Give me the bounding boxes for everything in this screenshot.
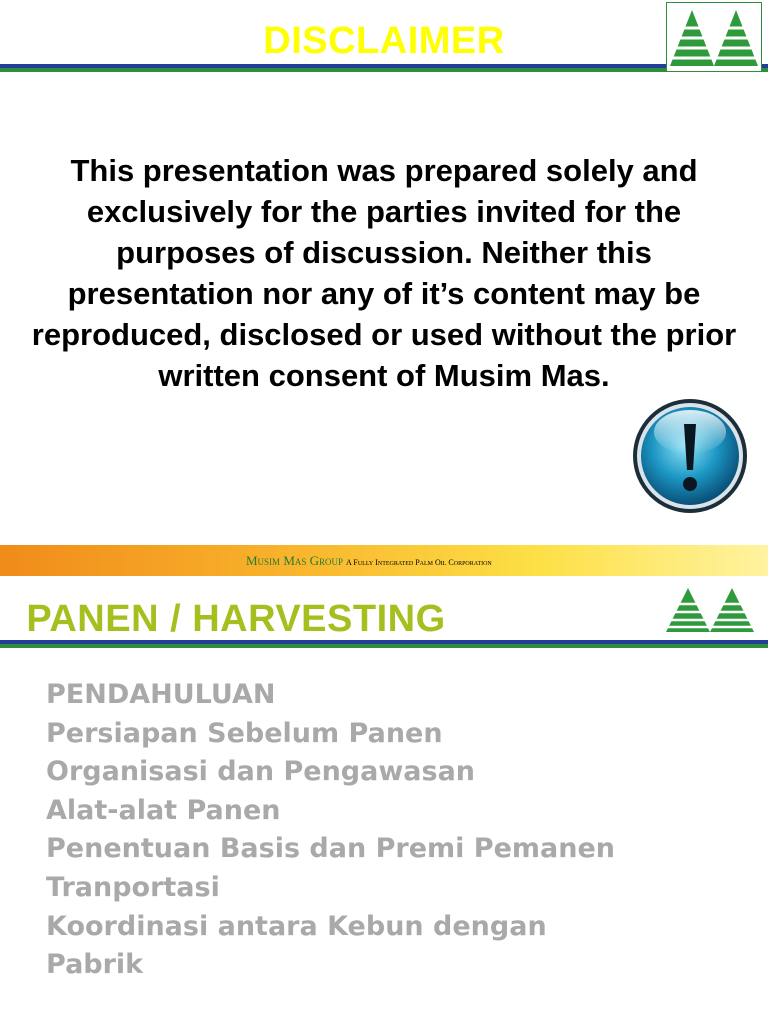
list-item: Pabrik <box>46 949 144 981</box>
disclaimer-body: This presentation was prepared solely and exclusively for the parties invited for the purposes of discussion. Neither this presentation nor any of it’s content may be reproduced, disclosed or used without the prior written consent of Musim Mas. <box>31 153 737 393</box>
company-logo-icon <box>664 584 756 634</box>
topic-list <box>46 676 615 985</box>
company-logo-icon <box>666 2 762 72</box>
footer-text <box>246 553 492 569</box>
footer-tagline: A Fully Integrated Palm Oil Corporation <box>346 558 492 567</box>
list-item: Organisasi dan Pengawasan <box>46 756 476 788</box>
slide-title: DISCLAIMER <box>263 20 505 62</box>
slide-title: PANEN / HARVESTING <box>26 598 446 640</box>
footer-brand: Musim Mas Group <box>246 553 344 568</box>
list-item: Persiapan Sebelum Panen <box>46 717 443 749</box>
list-item: Tranportasi <box>46 871 220 903</box>
harvesting-slide <box>0 576 768 1024</box>
list-item: Penentuan Basis dan Premi Pemanen <box>46 833 616 865</box>
footer-band <box>0 545 768 576</box>
exclamation-icon <box>632 398 748 514</box>
title-rule-green <box>0 68 768 72</box>
title-rule-green <box>0 644 768 648</box>
list-item: PENDAHULUAN <box>46 679 276 710</box>
list-item: Alat-alat Panen <box>46 794 281 826</box>
list-item: Koordinasi antara Kebun dengan <box>46 910 547 942</box>
